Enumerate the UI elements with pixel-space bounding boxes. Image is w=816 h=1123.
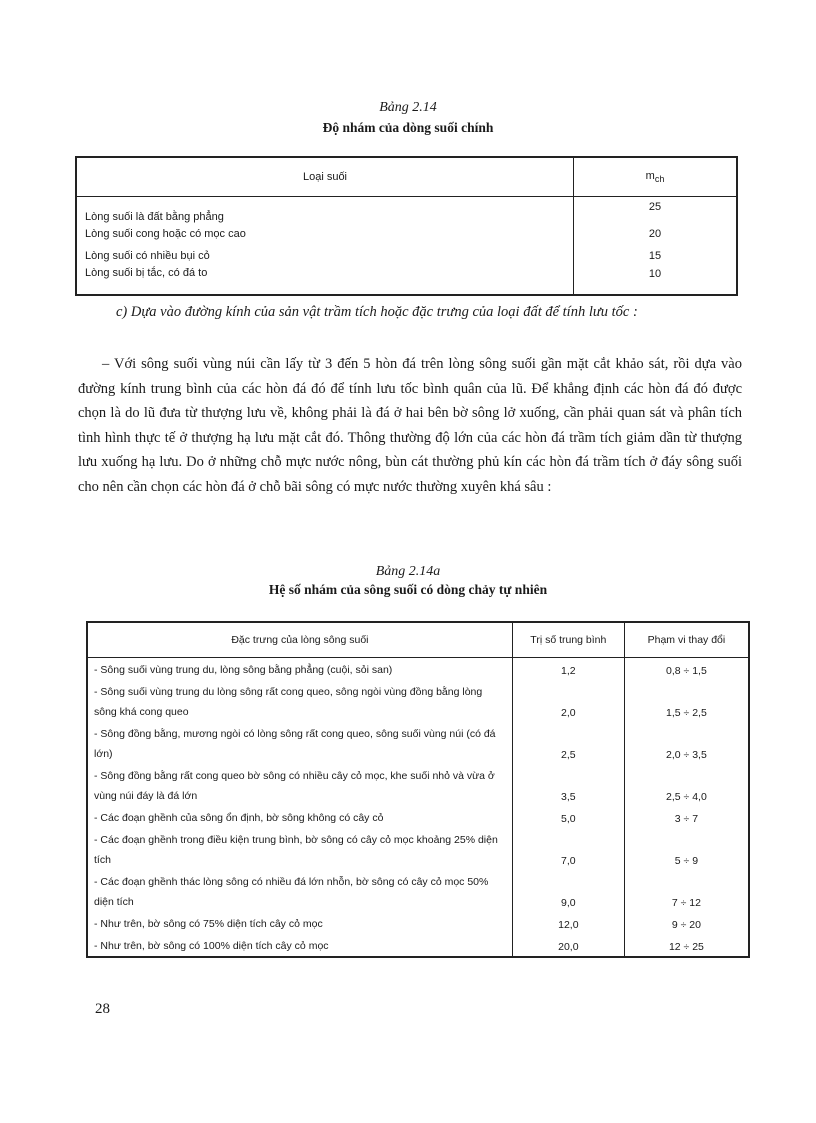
row-value: 10 xyxy=(648,267,662,280)
row-desc: - Sông đồng bằng rất cong queo bờ sông có nhiều cây cỏ mọc, khe suối nhỏ và vừa ở vùng núi đáy là đá lớn xyxy=(87,764,512,806)
page-number: 28 xyxy=(95,1001,110,1017)
row-avg: 5,0 xyxy=(512,806,624,828)
header-ch-subscript: ch xyxy=(654,174,665,184)
table-row xyxy=(87,870,749,912)
paragraph-text: – Với sông suối vùng núi cần lấy từ 3 đến 5 hòn đá trên lòng sông suối gần mặt cắt khảo sát, rồi dựa vào đường kính trung bình của các hòn đá đó để tính lưu tốc bình quân của lũ. Để khẳng định các hòn đá đó được chọn là do lũ đưa từ thượng lưu về, không phải là đá ở hai bên bờ sông lở xuống, cần phải quan sát và phân tích tình hình thực tế ở thượng hạ lưu mặt cắt đó. Thông thường độ lớn của các hòn đá trầm tích giảm dần từ thượng lưu xuống hạ lưu. Do ở những chỗ mực nước nông, bùn cát thường phủ kín các hòn đá trầm tích ở đáy sông suối cho nên cần chọn các hòn đá ở chỗ bãi sông có mực nước thường xuyên khá sâu : xyxy=(78,356,742,495)
body-paragraph xyxy=(78,352,742,499)
row-type: Lòng suối cong hoặc có mọc cao xyxy=(76,223,574,245)
row-range: 3 ÷ 7 xyxy=(674,813,699,825)
row-range: 9 ÷ 20 xyxy=(671,919,701,931)
row-range: 2,5 ÷ 4,0 xyxy=(666,791,707,803)
table-row xyxy=(87,764,749,806)
row-value: 25 xyxy=(648,201,662,213)
table2-caption: Bảng 2.14a xyxy=(375,564,441,579)
table2-title: Hệ số nhám của sông suối có dòng chảy tự nhiên xyxy=(268,582,548,597)
row-range: 0,8 ÷ 1,5 xyxy=(666,665,707,677)
row-desc: - Các đoạn ghềnh của sông ổn định, bờ sông không có cây cỏ xyxy=(87,806,512,828)
row-type: Lòng suối có nhiều bụi cỏ xyxy=(76,245,574,267)
row-value: 15 xyxy=(648,249,662,262)
row-desc: - Như trên, bờ sông có 75% diện tích cây cỏ mọc xyxy=(87,912,512,934)
table-row xyxy=(87,680,749,722)
row-range: 7 ÷ 12 xyxy=(671,897,701,909)
section-c-heading xyxy=(78,300,742,325)
table-row xyxy=(87,934,749,957)
header-range: Phạm vi thay đổi xyxy=(624,622,749,658)
row-desc: - Sông suối vùng trung du lòng sông rất cong queo, sông ngòi vùng đồng bằng lòng sông khá cong queo xyxy=(87,680,512,722)
row-avg: 12,0 xyxy=(512,912,624,934)
table-row xyxy=(76,223,737,245)
row-type: Lòng suối bị tắc, có đá to xyxy=(76,267,574,295)
roughness-coefficient-table xyxy=(86,621,750,958)
table-row xyxy=(76,245,737,267)
row-range: 2,0 ÷ 3,5 xyxy=(666,749,707,761)
row-avg: 3,5 xyxy=(512,764,624,806)
header-average-value: Trị số trung bình xyxy=(512,622,624,658)
table-row xyxy=(76,197,737,223)
row-desc: - Như trên, bờ sông có 100% diện tích cây cỏ mọc xyxy=(87,934,512,957)
table1-header-row xyxy=(76,157,737,197)
row-desc: - Sông suối vùng trung du, lòng sông bằng phẳng (cuội, sỏi san) xyxy=(87,658,512,681)
row-avg: 2,5 xyxy=(512,722,624,764)
row-avg: 20,0 xyxy=(512,934,624,957)
header-channel-feature: Đặc trưng của lòng sông suối xyxy=(87,622,512,658)
table-row xyxy=(87,828,749,870)
row-avg: 2,0 xyxy=(512,680,624,722)
header-m: m xyxy=(645,170,655,182)
row-range: 12 ÷ 25 xyxy=(668,941,704,953)
row-type: Lòng suối là đất bằng phẳng xyxy=(76,197,574,223)
row-range: 5 ÷ 9 xyxy=(674,855,699,867)
table-row xyxy=(87,806,749,828)
roughness-table xyxy=(75,156,738,296)
table-row xyxy=(87,722,749,764)
header-stream-type: Loại suối xyxy=(76,157,574,197)
table1-title: Độ nhám của dòng suối chính xyxy=(322,120,494,135)
row-desc: - Sông đồng bằng, mương ngòi có lòng sông rất cong queo, sông suối vùng núi (có đá lớn) xyxy=(87,722,512,764)
row-avg: 7,0 xyxy=(512,828,624,870)
header-m-ch xyxy=(574,157,738,197)
table2-header-row xyxy=(87,622,749,658)
table-row xyxy=(87,912,749,934)
row-range: 1,5 ÷ 2,5 xyxy=(666,707,707,719)
table-row xyxy=(87,658,749,681)
row-value: 20 xyxy=(648,227,662,240)
row-avg: 9,0 xyxy=(512,870,624,912)
table-row xyxy=(76,267,737,295)
table1-caption: Bảng 2.14 xyxy=(379,100,437,115)
row-desc: - Các đoạn ghềnh trong điều kiện trung bình, bờ sông có cây cỏ mọc khoảng 25% diện tích xyxy=(87,828,512,870)
section-c-text: c) Dựa vào đường kính của sản vật trầm tích hoặc đặc trưng của loại đất để tính lưu tốc : xyxy=(116,304,638,320)
row-avg: 1,2 xyxy=(512,658,624,681)
row-desc: - Các đoạn ghềnh thác lòng sông có nhiều đá lớn nhỗn, bờ sông có cây cỏ mọc 50% diện tích xyxy=(87,870,512,912)
